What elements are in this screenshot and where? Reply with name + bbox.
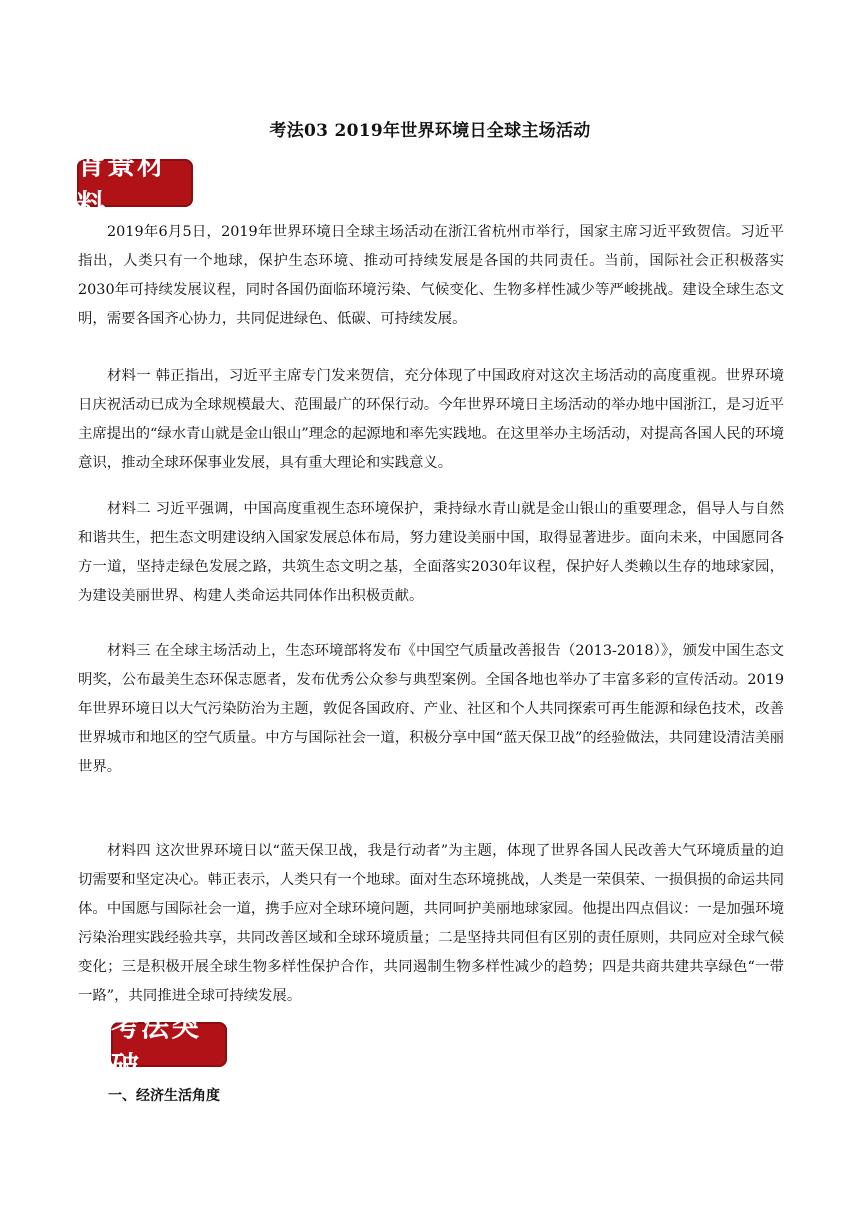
material-two-paragraph	[78, 495, 784, 611]
material-four-paragraph	[78, 837, 784, 1011]
exam-breakthrough-badge: 考法突破	[111, 1022, 227, 1067]
intro-paragraph	[78, 218, 784, 334]
material-one-paragraph	[78, 362, 784, 478]
page-title: 考法03 2019年世界环境日全球主场活动	[269, 121, 591, 141]
paragraph-text: 2019年6月5日，2019年世界环境日全球主场活动在浙江省杭州市举行，国家主席习近平致贺信。习近平指出，人类只有一个地球，保护生态环境、推动可持续发展是各国的共同责任。当前，国际社会正积极落实2030年可持续发展议程，同时各国仍面临环境污染、气候变化、生物多样性减少等严峻挑战。建设全球生态文明，需要各国齐心协力，共同促进绿色、低碳、可持续发展。	[78, 224, 784, 327]
section-heading: 一、经济生活角度	[108, 1088, 220, 1104]
paragraph-text: 材料二 习近平强调，中国高度重视生态环境保护，秉持绿水青山就是金山银山的重要理念，倡导人与自然和谐共生，把生态文明建设纳入国家发展总体布局，努力建设美丽中国，取得显著进步。面向未来，中国愿同各方一道，坚持走绿色发展之路，共筑生态文明之基，全面落实2030年议程，保护好人类赖以生存的地球家园，为建设美丽世界、构建人类命运共同体作出积极贡献。	[78, 501, 784, 604]
material-three-paragraph	[78, 637, 784, 782]
background-material-badge: 背景材料	[77, 159, 193, 207]
paragraph-text: 材料四 这次世界环境日以“蓝天保卫战，我是行动者”为主题，体现了世界各国人民改善大气环境质量的迫切需要和坚定决心。韩正表示，人类只有一个地球。面对生态环境挑战，人类是一荣俱荣、一损俱损的命运共同体。中国愿与国际社会一道，携手应对全球环境问题，共同呵护美丽地球家园。他提出四点倡议：一是加强环境污染治理实践经验共享，共同改善区域和全球环境质量；二是坚持共同但有区别的责任原则，共同应对全球气候变化；三是积极开展全球生物多样性保护合作，共同遏制生物多样性减少的趋势；四是共商共建共享绿色“一带一路”，共同推进全球可持续发展。	[78, 843, 784, 1004]
paragraph-text: 材料三 在全球主场活动上，生态环境部将发布《中国空气质量改善报告（2013-2018）》，颁发中国生态文明奖，公布最美生态环保志愿者，发布优秀公众参与典型案例。全国各地也举办了丰富多彩的宣传活动。2019年世界环境日以大气污染防治为主题，敦促各国政府、产业、社区和个人共同探索可再生能源和绿色技术，改善世界城市和地区的空气质量。中方与国际社会一道，积极分享中国“蓝天保卫战”的经验做法，共同建设清洁美丽世界。	[78, 643, 784, 775]
paragraph-text: 材料一 韩正指出，习近平主席专门发来贺信，充分体现了中国政府对这次主场活动的高度重视。世界环境日庆祝活动已成为全球规模最大、范围最广的环保行动。今年世界环境日主场活动的举办地中国浙江，是习近平主席提出的“绿水青山就是金山银山”理念的起源地和率先实践地。在这里举办主场活动，对提高各国人民的环境意识，推动全球环保事业发展，具有重大理论和实践意义。	[78, 368, 784, 471]
